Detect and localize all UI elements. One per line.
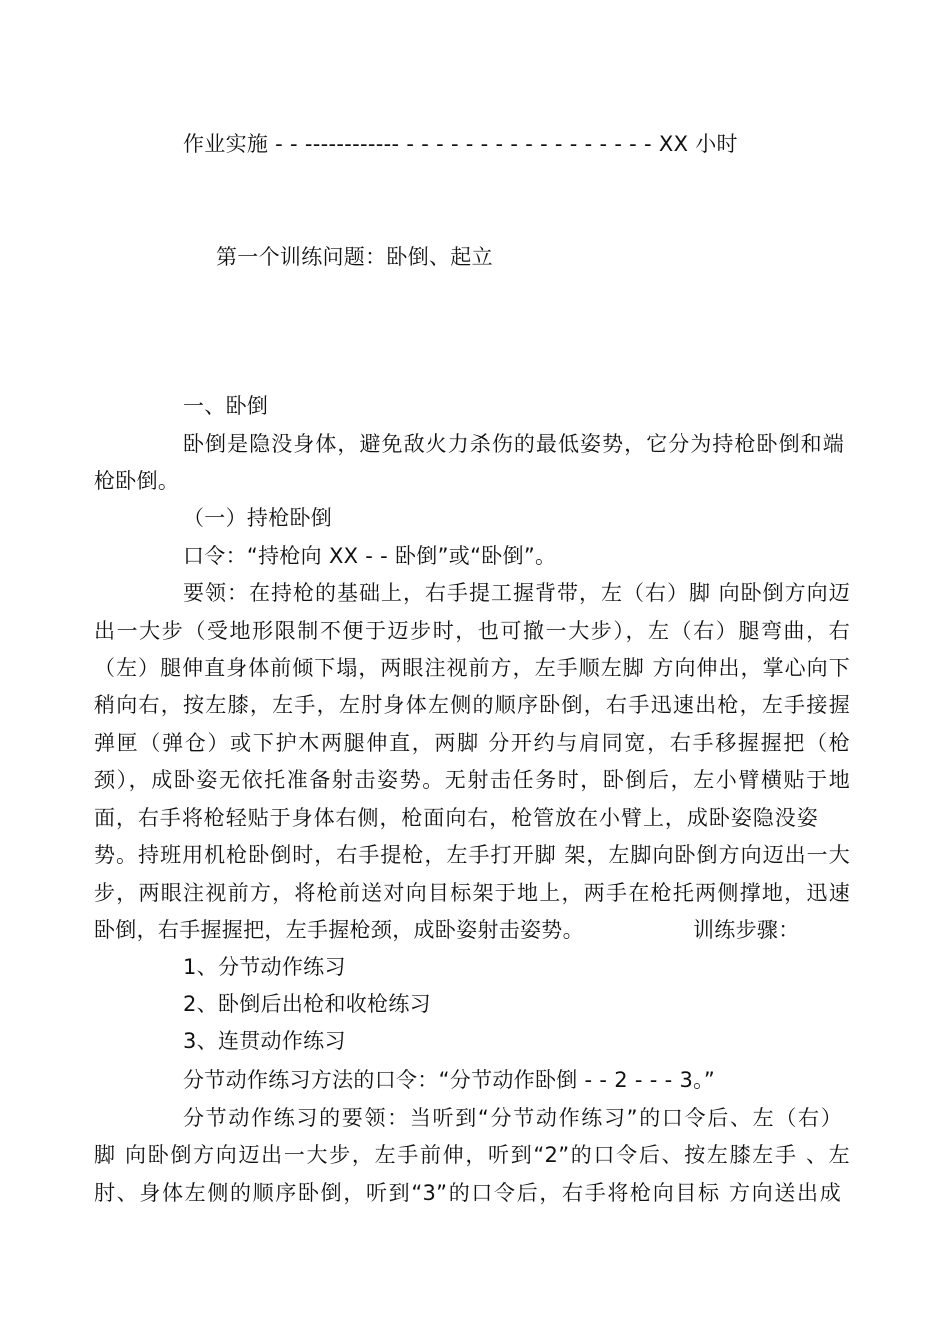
heading-lying-down: 一、卧倒 xyxy=(183,394,269,418)
paragraph-line: 卧倒是隐没身体，避免敌火力杀伤的最低姿势，它分为持枪卧倒和端 xyxy=(183,432,844,456)
method-essentials-line: 分节动作练习的要领：当听到“分节动作练习”的口令后、左（右） xyxy=(183,1106,842,1130)
header-line: 作业实施 - - ------------ - - - - - - - - - - - - - - - - - XX 小时 xyxy=(183,132,738,156)
sub-heading: （一）持枪卧倒 xyxy=(183,506,333,530)
essentials-line: 要领：在持枪的基础上，右手提工握背带，左（右）脚 向卧倒方向迈 xyxy=(183,581,850,605)
step-item: 3、连贯动作练习 xyxy=(183,1029,346,1053)
command-line: 口令：“持枪向 XX - - 卧倒”或“卧倒”。 xyxy=(183,544,557,568)
essentials-line: 卧倒，右手握握把，左手握枪颈，成卧姿射击姿势。 xyxy=(94,918,584,942)
method-essentials-line: 脚 向卧倒方向迈出一大步，左手前伸，听到“2”的口令后、按左膝左手 、左 xyxy=(94,1143,850,1167)
section-title: 第一个训练问题：卧倒、起立 xyxy=(216,245,493,269)
training-steps-label: 训练步骤： xyxy=(693,918,800,942)
method-essentials-line: 肘、身体左侧的顺序卧倒，听到“3”的口令后，右手将枪向目标 方向送出成 xyxy=(94,1181,841,1205)
essentials-line: 颈），成卧姿无依托准备射击姿势。无射击任务时，卧倒后，左小臂横贴于地 xyxy=(94,768,850,792)
essentials-line: 稍向右，按左膝，左手，左肘身体左侧的顺序卧倒，右手迅速出枪，左手接握 xyxy=(94,693,850,717)
paragraph-line: 枪卧倒。 xyxy=(94,469,180,493)
essentials-line: 弹匣（弹仓）或下护木两腿伸直，两脚 分开约与肩同宽，右手移握握把（枪 xyxy=(94,731,850,755)
essentials-line: 步，两眼注视前方，将枪前送对向目标架于地上，两手在枪托两侧撑地，迅速 xyxy=(94,881,850,905)
essentials-line: 面，右手将枪轻贴于身体右侧，枪面向右，枪管放在小臂上，成卧姿隐没姿 xyxy=(94,806,818,830)
method-line: 分节动作练习方法的口令：“分节动作卧倒 - - 2 - - - 3。” xyxy=(183,1068,716,1092)
step-item: 1、分节动作练习 xyxy=(183,955,346,979)
essentials-line: （左）腿伸直身体前倾下塌，两眼注视前方，左手顺左脚 方向伸出，掌心向下 xyxy=(94,656,850,680)
essentials-line: 出一大步（受地形限制不便于迈步时，也可撤一大步），左（右）腿弯曲，右 xyxy=(94,619,850,643)
essentials-line: 势。持班用机枪卧倒时，右手提枪，左手打开脚 架，左脚向卧倒方向迈出一大 xyxy=(94,843,850,867)
step-item: 2、卧倒后出枪和收枪练习 xyxy=(183,992,431,1016)
